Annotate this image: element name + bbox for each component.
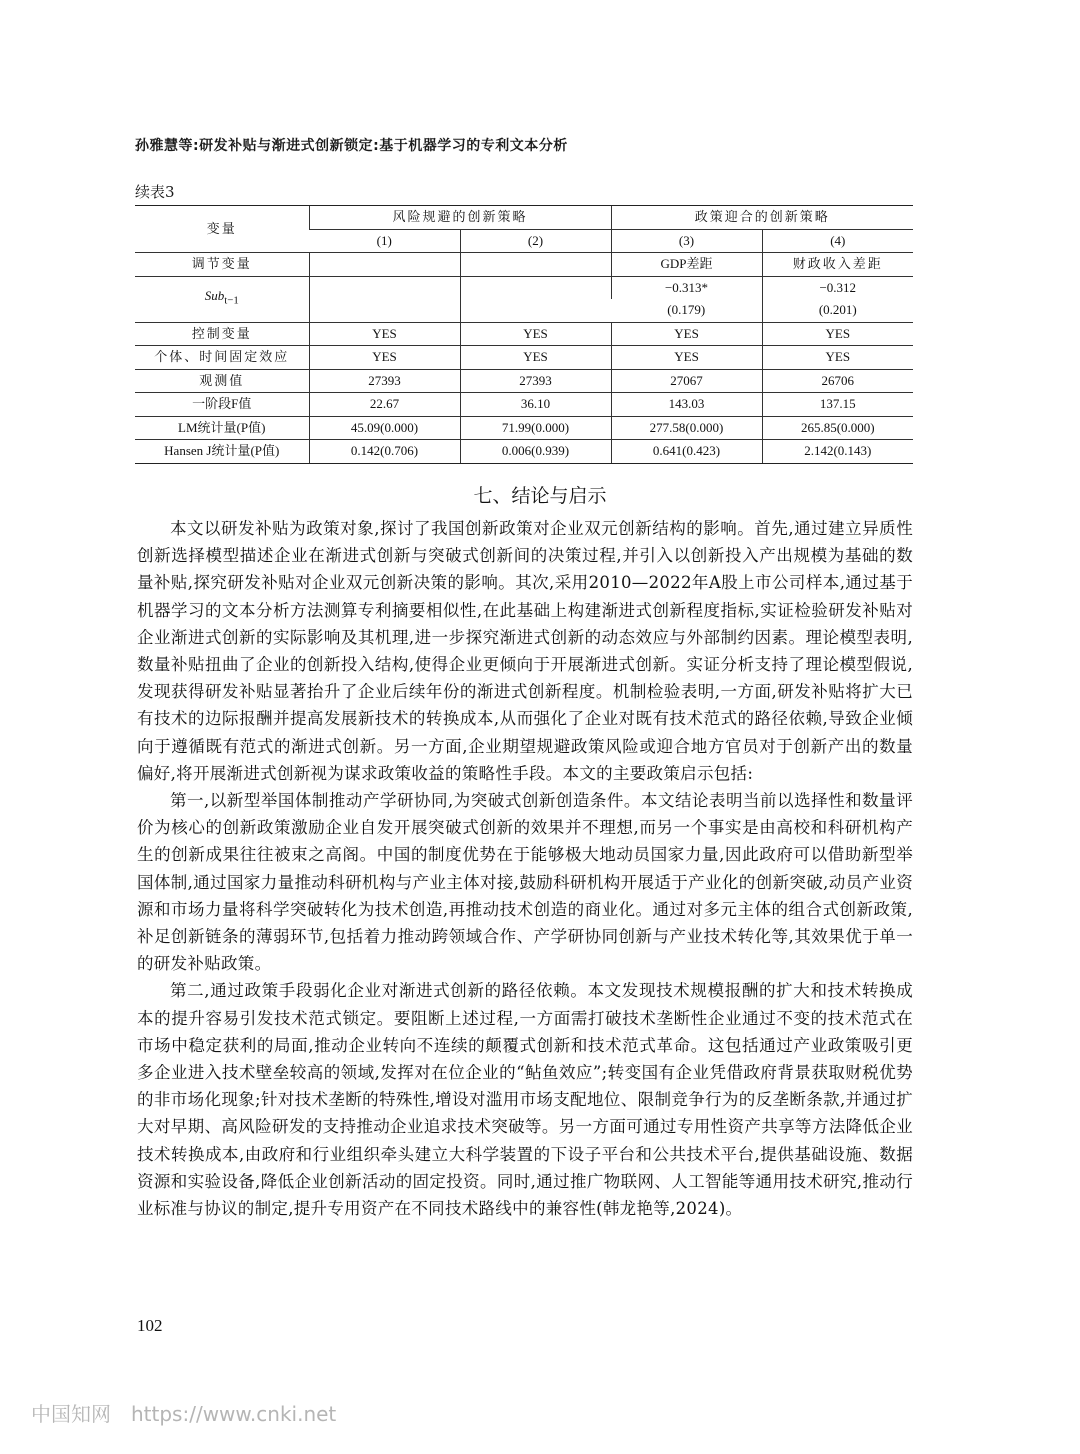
table-row — [135, 346, 913, 370]
row-label-sub — [135, 276, 309, 322]
table-cell: 36.10 — [460, 393, 611, 417]
table-cell: YES — [460, 346, 611, 370]
running-header: 孙雅慧等:研发补贴与渐进式创新锁定:基于机器学习的专利文本分析 — [135, 138, 568, 154]
row-label: Hansen J统计量(P值) — [135, 440, 309, 464]
paragraph: 第二,通过政策手段弱化企业对渐进式创新的路径依赖。本文发现技术规模报酬的扩大和技术转换成本的提升容易引发技术范式锁定。要阻断上述过程,一方面需打破技术垄断性企业通过不变的技术范式在市场中稳定获利的局面,推动企业转向不连续的颠覆式创新和技术范式革命。这包括通过产业政策吸引更多企业进入技术壁垒较高的领域,发挥对在位企业的“鲇鱼效应”;转变国有企业凭借政府背景获取财税优势的非市场化现象;针对技术垄断的特殊性,增设对滥用市场支配地位、限制竞争行为的反垄断条款,并通过扩大对早期、高风险研发的支持推动企业追求技术突破等。另一方面可通过专用性资产共享等方法降低企业技术转换成本,由政府和行业组织牵头建立大科学装置的下设子平台和公共技术平台,提供基础设施、数据资源和实验设备,降低企业创新活动的固定投资。同时,通过推广物联网、人工智能等通用技术研究,推动行业标准与协议的制定,提升专用资产在不同技术路线中的兼容性(韩龙艳等,2024)。 — [137, 981, 913, 1219]
table-cell: 265.85(0.000) — [762, 416, 913, 440]
sub-variable-subscript: t−1 — [224, 295, 239, 308]
table-cell: YES — [762, 346, 913, 370]
table-cell — [460, 276, 611, 322]
table-row-sub-coefficient — [135, 276, 913, 299]
row-label: 一阶段F值 — [135, 393, 309, 417]
watermark-brand: 中国知网 — [31, 1402, 111, 1426]
row-label: 观测值 — [135, 369, 309, 393]
paragraph: 第一,以新型举国体制推动产学研协同,为突破式创新创造条件。本文结论表明当前以选择性和数量评价为核心的创新政策激励企业自发开展突破式创新的效果并不理想,而另一个事实是由高校和科研机构产生的创新成果往往被束之高阁。中国的制度优势在于能够极大地动员国家力量,因此政府可以借助新型举国体制,通过国家力量推动科研机构与产业主体对接,鼓励科研机构开展适于产业化的创新突破,动员产业资源和市场力量将科学突破转化为技术创造,再推动技术创造的商业化。通过对多元主体的组合式创新政策,补足创新链条的薄弱环节,包括着力推动跨领域合作、产学研协同创新与产业技术转化等,其效果优于单一的研发补贴政策。 — [137, 791, 913, 974]
variable-column-header: 变量 — [135, 206, 309, 253]
table-cell: 27067 — [611, 369, 762, 393]
table-cell: YES — [611, 346, 762, 370]
column-number: (1) — [309, 229, 460, 253]
column-number: (3) — [611, 229, 762, 253]
page-number: 102 — [137, 1316, 163, 1335]
table-row — [135, 322, 913, 346]
column-number: (2) — [460, 229, 611, 253]
table-cell — [309, 276, 460, 322]
table-cell: 26706 — [762, 369, 913, 393]
group-header-policy-catering: 政策迎合的创新策略 — [611, 206, 913, 230]
table-cell: YES — [611, 322, 762, 346]
row-label: 个体、时间固定效应 — [135, 346, 309, 370]
table-cell: 0.142(0.706) — [309, 440, 460, 464]
cnki-watermark — [31, 1398, 336, 1427]
table-cell: 71.99(0.000) — [460, 416, 611, 440]
table-cell: 277.58(0.000) — [611, 416, 762, 440]
group-header-risk-avoidance: 风险规避的创新策略 — [309, 206, 611, 230]
table-cell: YES — [460, 322, 611, 346]
standard-error-cell: (0.179) — [611, 299, 762, 322]
results-table — [135, 205, 913, 464]
table-row-moderator — [135, 253, 913, 277]
table-cell — [309, 253, 460, 277]
table-row — [135, 416, 913, 440]
row-label: LM统计量(P值) — [135, 416, 309, 440]
row-label: 调节变量 — [135, 253, 309, 277]
table-cell: 22.67 — [309, 393, 460, 417]
sub-variable-name: Sub — [204, 288, 225, 304]
column-number: (4) — [762, 229, 913, 253]
table-row — [135, 393, 913, 417]
row-label: 控制变量 — [135, 322, 309, 346]
body-text — [137, 515, 913, 1222]
table-cell: 137.15 — [762, 393, 913, 417]
coefficient-cell: −0.313* — [611, 276, 762, 299]
standard-error-cell: (0.201) — [762, 299, 913, 322]
table-cell: 27393 — [309, 369, 460, 393]
table-cell: 0.641(0.423) — [611, 440, 762, 464]
table-cell: YES — [762, 322, 913, 346]
section-heading: 七、结论与启示 — [473, 485, 607, 507]
coefficient-cell: −0.312 — [762, 276, 913, 299]
table-row — [135, 369, 913, 393]
table-cell: YES — [309, 346, 460, 370]
table-cell: 2.142(0.143) — [762, 440, 913, 464]
table-cell: 27393 — [460, 369, 611, 393]
table-row — [135, 440, 913, 464]
table-cell: 143.03 — [611, 393, 762, 417]
table-cell: GDP差距 — [611, 253, 762, 277]
table-group-header-row — [135, 206, 913, 230]
table-cell: 45.09(0.000) — [309, 416, 460, 440]
table-caption: 续表3 — [135, 183, 175, 201]
table-cell — [460, 253, 611, 277]
table-cell: YES — [309, 322, 460, 346]
watermark-url: https://www.cnki.net — [131, 1402, 337, 1426]
table-cell: 0.006(0.939) — [460, 440, 611, 464]
paragraph: 本文以研发补贴为政策对象,探讨了我国创新政策对企业双元创新结构的影响。首先,通过建立异质性创新选择模型描述企业在渐进式创新与突破式创新间的决策过程,并引入以创新投入产出规模为基础的数量补贴,探究研发补贴对企业双元创新决策的影响。其次,采用2010—2022年A股上市公司样本,通过基于机器学习的文本分析方法测算专利摘要相似性,在此基础上构建渐进式创新程度指标,实证检验研发补贴对企业渐进式创新的实际影响及其机理,进一步探究渐进式创新的动态效应与外部制约因素。理论模型表明,数量补贴扭曲了企业的创新投入结构,使得企业更倾向于开展渐进式创新。实证分析支持了理论模型假说,发现获得研发补贴显著抬升了企业后续年份的渐进式创新程度。机制检验表明,一方面,研发补贴将扩大已有技术的边际报酬并提高发展新技术的转换成本,从而强化了企业对既有技术范式的路径依赖,导致企业倾向于遵循既有范式的渐进式创新。另一方面,企业期望规避政策风险或迎合地方官员对于创新产出的数量偏好,将开展渐进式创新视为谋求政策收益的策略性手段。本文的主要政策启示包括: — [137, 519, 913, 783]
table-cell: 财政收入差距 — [762, 253, 913, 277]
